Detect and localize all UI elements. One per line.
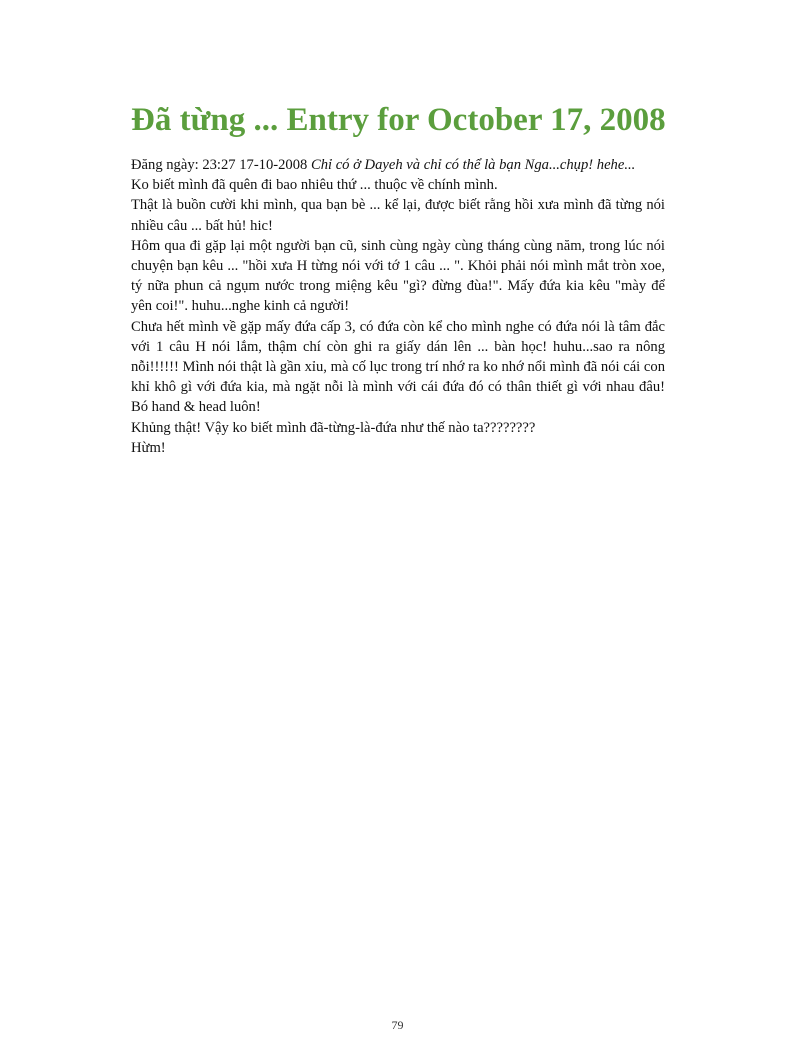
entry-title: Đã từng ... Entry for October 17, 2008 — [131, 102, 666, 138]
paragraph: Hừm! — [131, 439, 166, 456]
paragraph: Ko biết mình đã quên đi bao nhiêu thứ ... thuộc về chính mình. — [131, 177, 498, 194]
entry-body — [131, 155, 665, 458]
paragraph: Chưa hết mình về gặp mấy đứa cấp 3, có đứa còn kể cho mình nghe có đứa nói là tâm đắc với 1 câu H nói lắm, thậm chí còn ghi ra giấy dán lên ... bàn học! huhu...sao ra nông nỗi!!!!!! Mình nói thật là gần xỉu, mà cố lục trong trí nhớ ra ko nhớ nổi mình đã nói cái con khỉ khô gì với đứa kia, mà ngặt nỗi là mình với cái đứa đó có thân thiết gì với nhau đâu! Bó hand & head luôn! — [131, 318, 665, 416]
photo-caption: Chỉ có ở Dayeh và chỉ có thể là bạn Nga...chụp! hehe... — [310, 157, 636, 173]
page-number: 79 — [391, 1018, 404, 1032]
entry-meta — [131, 155, 665, 175]
paragraph: Thật là buồn cười khi mình, qua bạn bè ... kể lại, được biết rằng hồi xưa mình đã từng nói nhiều câu ... bất hủ! hic! — [131, 197, 665, 234]
paragraph: Khủng thật! Vậy ko biết mình đã-từng-là-đứa như thế nào ta???????? — [131, 419, 536, 436]
paragraph: Hôm qua đi gặp lại một người bạn cũ, sinh cùng ngày cùng tháng cùng năm, trong lúc nói chuyện bạn kêu ... "hồi xưa H từng nói với tớ 1 câu ... ". Khỏi phải nói mình mắt tròn xoe, tý nữa phun cả ngụm nước trong miệng kêu "gì? đừng đùa!". Mấy đứa kia kêu "mày để yên coi!". huhu...nghe kinh cả người! — [131, 237, 665, 315]
posted-date: Đăng ngày: 23:27 17-10-2008 — [131, 157, 311, 173]
